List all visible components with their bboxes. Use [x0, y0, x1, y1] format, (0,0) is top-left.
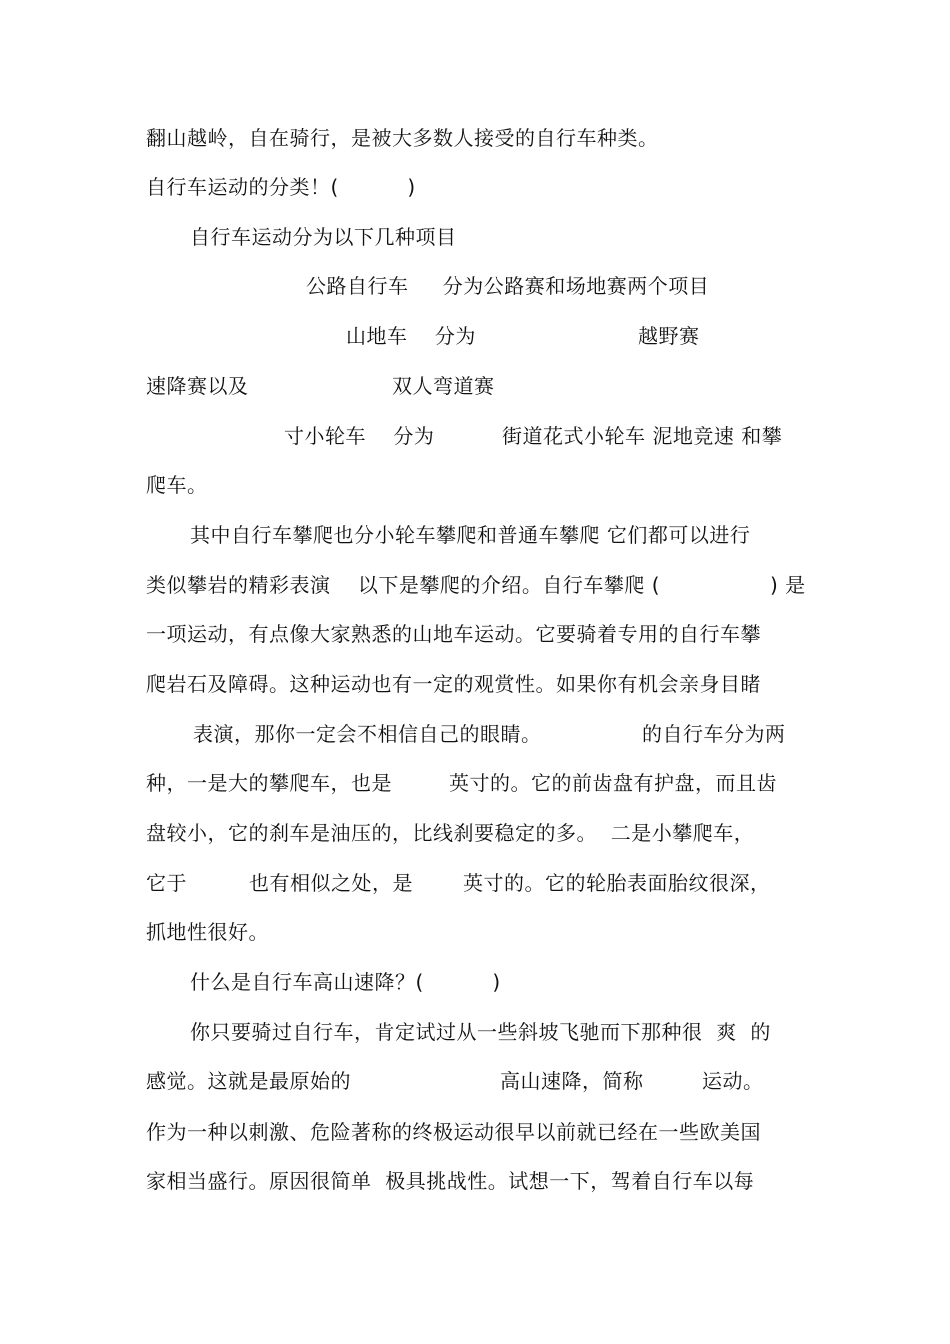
text-line: 作为一种以刺激、危险著称的终极运动很早以前就已经在一些欧美国 [146, 1120, 761, 1144]
text-line: 爬岩石及障碍。这种运动也有一定的观赏性。如果你有机会亲身目睹 [146, 672, 761, 696]
text-line: 抓地性很好。 [146, 920, 269, 944]
text-line: 感觉。这就是最原始的 [146, 1069, 351, 1093]
text-line: 种，一是大的攀爬车，也是 [146, 771, 392, 795]
text-line: 越野赛 [638, 324, 700, 348]
text-line: 爬车。 [146, 473, 208, 497]
text-line: 盘较小，它的刹车是油压的，比线刹要稳定的多。 二是小攀爬车， [146, 821, 755, 845]
text-line: 自行车运动的分类！( ) [146, 175, 416, 199]
text-line: 自行车运动分为以下几种项目 [190, 225, 457, 249]
text-line: 英寸的。它的前齿盘有护盘，而且齿 [449, 771, 777, 795]
text-line: ) 是 [770, 573, 806, 597]
text-line: 类似攀岩的精彩表演 以下是攀爬的介绍。自行车攀爬 ( [146, 573, 661, 597]
text-line: 翻山越岭，自在骑行，是被大多数人接受的自行车种类。 [146, 126, 659, 150]
text-line: 它于 [146, 871, 187, 895]
text-line: 家相当盛行。原因很简单 极具挑战性。试想一下，驾着自行车以每 [146, 1169, 755, 1193]
text-line: 速降赛以及 [146, 374, 249, 398]
text-line: 高山速降，简称 [500, 1069, 644, 1093]
text-line: 双人弯道赛 [392, 374, 495, 398]
text-line: 街道花式小轮车 泥地竞速 和攀 [502, 424, 783, 448]
text-line: 其中自行车攀爬也分小轮车攀爬和普通车攀爬 它们都可以进行 [190, 523, 751, 547]
text-line: 的自行车分为两 [642, 722, 786, 746]
text-line: 山地车 分为 [346, 324, 476, 348]
text-line: 英寸的。它的轮胎表面胎纹很深， [463, 871, 771, 895]
text-line: 什么是自行车高山速降？( ) [190, 970, 501, 994]
text-line: 表演，那你一定会不相信自己的眼睛。 [193, 722, 542, 746]
text-line: 一项运动，有点像大家熟悉的山地车运动。它要骑着专用的自行车攀 [146, 622, 761, 646]
text-line: 寸小轮车 分为 [284, 424, 435, 448]
text-line: 你只要骑过自行车，肯定试过从一些斜坡飞驰而下那种很 爽 的 [190, 1020, 771, 1044]
text-line: 公路自行车 分为公路赛和场地赛两个项目 [306, 274, 710, 298]
text-line: 运动。 [702, 1069, 764, 1093]
text-line: 也有相似之处，是 [249, 871, 413, 895]
